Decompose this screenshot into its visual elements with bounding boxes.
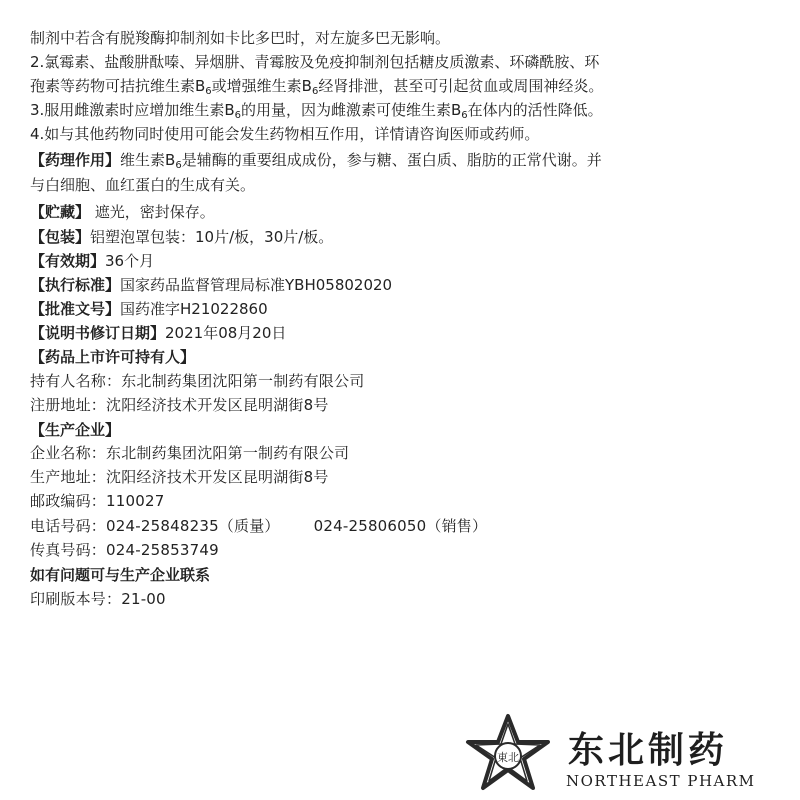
phone-quality: 024-25848235（质量） (106, 517, 280, 535)
standard-section (30, 273, 392, 297)
text: 如有问题可与生产企业联系 (30, 566, 211, 584)
subscript: 6 (311, 86, 319, 97)
contact-note (30, 563, 210, 587)
fax-number: 024-25853749 (106, 541, 219, 559)
subscript: 6 (461, 110, 468, 121)
phone-row (30, 514, 487, 538)
text: 2.氯霉素、盐酸肼酞嗪、异烟肼、青霉胺及免疫抑制剂包括糖皮质激素、环磷酰胺、环 (30, 53, 600, 71)
package-value: 铝塑泡罩包装：10片/板，30片/板。 (90, 228, 334, 246)
holder-heading (30, 345, 195, 369)
revision-section (30, 321, 286, 345)
manufacturer-name-row (30, 441, 349, 465)
postal-code-row (30, 489, 164, 513)
revision-value: 2021年08月20日 (165, 324, 287, 342)
holder-address-row (30, 393, 329, 417)
subscript: 6 (234, 110, 241, 121)
field-label: 企业名称： (30, 444, 107, 462)
print-version-row (30, 587, 166, 611)
text: 经肾排泄，甚至可引起贫血或周围神经炎。 (318, 77, 604, 95)
subscript: 6 (175, 160, 182, 171)
interaction-line-1 (30, 26, 450, 50)
section-label: 【有效期】 (30, 252, 106, 270)
section-label: 【执行标准】 (30, 276, 121, 294)
text: 维生素B (120, 151, 176, 169)
approval-value: 国药准字H21022860 (120, 300, 268, 318)
package-section (30, 225, 333, 249)
section-label: 【说明书修订日期】 (30, 324, 166, 342)
manufacturer-heading (30, 418, 120, 442)
manufacturer-address: 沈阳经济技术开发区昆明湖街8号 (106, 468, 329, 486)
section-label: 【药品上市许可持有人】 (30, 348, 196, 366)
holder-name: 东北制药集团沈阳第一制药有限公司 (121, 372, 365, 390)
company-logo (460, 712, 780, 792)
field-label: 印刷版本号： (30, 590, 122, 608)
section-label: 【生产企业】 (30, 421, 121, 439)
section-label: 【药理作用】 (30, 151, 121, 169)
text: 或增强维生素B (211, 77, 312, 95)
approval-section (30, 297, 268, 321)
manufacturer-address-row (30, 465, 329, 489)
manufacturer-name: 东北制药集团沈阳第一制药有限公司 (106, 444, 350, 462)
section-label: 【批准文号】 (30, 300, 121, 318)
standard-value: 国家药品监督管理局标准YBH05802020 (120, 276, 393, 294)
interaction-item-4 (30, 122, 539, 146)
fax-row (30, 538, 219, 562)
field-label: 持有人名称： (30, 372, 122, 390)
postal-code: 110027 (106, 492, 165, 510)
field-label: 生产地址： (30, 468, 107, 486)
field-label: 注册地址： (30, 396, 107, 414)
holder-name-row (30, 369, 364, 393)
seal-text: 東北 (497, 751, 519, 764)
holder-address: 沈阳经济技术开发区昆明湖街8号 (106, 396, 329, 414)
section-label: 【包装】 (30, 228, 91, 246)
interaction-item-2 (30, 50, 599, 74)
pharmacology-cont (30, 173, 255, 197)
text: 孢素等药物可拮抗维生素B (30, 77, 206, 95)
interaction-item-3 (30, 98, 603, 122)
storage-section (30, 200, 215, 224)
text: 4.如与其他药物同时使用可能会发生药物相互作用，详情请咨询医师或药师。 (30, 125, 540, 143)
pharmacology-section (30, 148, 602, 172)
field-label: 传真号码： (30, 541, 107, 559)
field-label: 电话号码： (30, 517, 107, 535)
text: 是辅酶的重要组成成份，参与糖、蛋白质、脂肪的正常代谢。并 (181, 151, 602, 169)
text: 与白细胞、血红蛋白的生成有关。 (30, 176, 256, 194)
print-version: 21-00 (121, 590, 166, 608)
storage-value: 遮光，密封保存。 (94, 203, 215, 221)
section-label: 【贮藏】 (30, 203, 91, 221)
subscript: 6 (205, 86, 212, 97)
logo-chinese-name: 东北制药 (568, 730, 729, 771)
star-seal-icon (460, 712, 556, 792)
validity-section (30, 249, 154, 273)
logo-english-name: NORTHEAST PHARM (566, 772, 756, 790)
phone-sales: 024-25806050（销售） (313, 517, 488, 535)
validity-value: 36个月 (105, 252, 155, 270)
interaction-item-2-cont (30, 74, 603, 98)
text: 的用量，因为雌激素可使维生素B (240, 101, 462, 119)
text: 在体内的活性降低。 (467, 101, 603, 119)
field-label: 邮政编码： (30, 492, 107, 510)
text: 制剂中若含有脱羧酶抑制剂如卡比多巴时，对左旋多巴无影响。 (30, 29, 451, 47)
text: 3.服用雌激素时应增加维生素B (30, 101, 235, 119)
